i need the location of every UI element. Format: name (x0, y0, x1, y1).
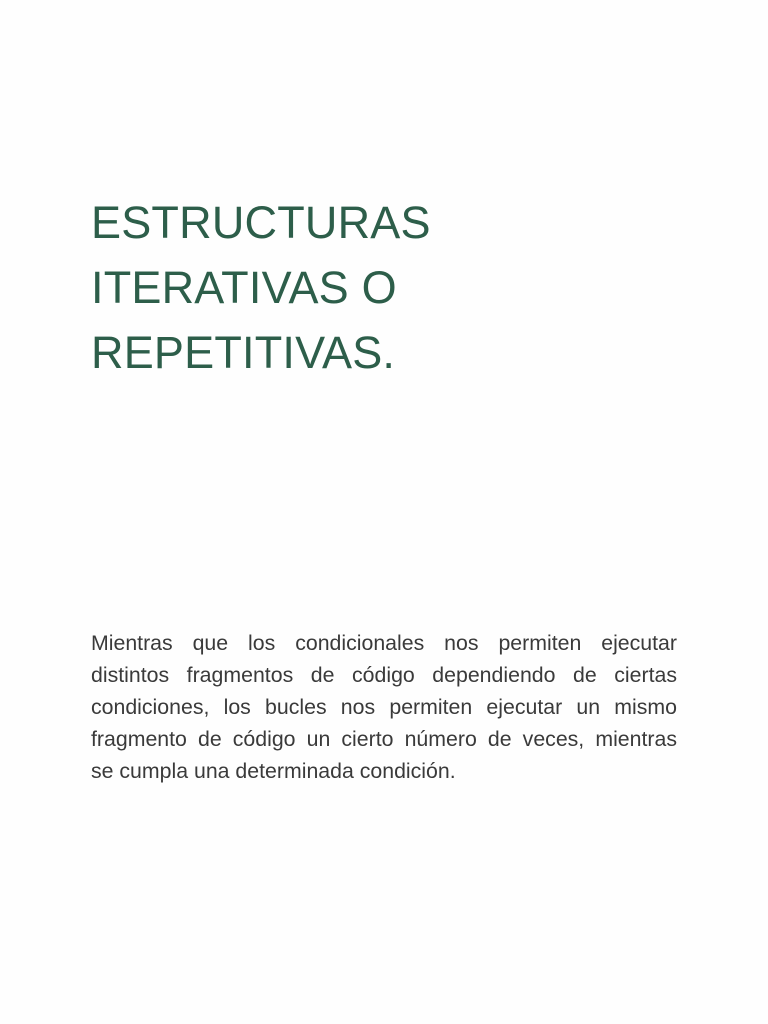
title-line-3: REPETITIVAS. (91, 327, 396, 378)
paragraph-line-3: condiciones, los bucles nos permiten ejecutar un mismo (91, 695, 677, 719)
page-title (91, 190, 691, 385)
paragraph-line-2: distintos fragmentos de código dependiendo de ciertas (91, 663, 677, 687)
paragraph-line-4: fragmento de código un cierto número de veces, mientras (91, 727, 677, 751)
title-line-1: ESTRUCTURAS (91, 197, 431, 248)
paragraph-line-5: se cumpla una determinada condición. (91, 759, 456, 783)
title-line-2: ITERATIVAS O (91, 262, 397, 313)
paragraph-line-1: Mientras que los condicionales nos permiten ejecutar (91, 631, 677, 655)
intro-paragraph (91, 627, 677, 787)
